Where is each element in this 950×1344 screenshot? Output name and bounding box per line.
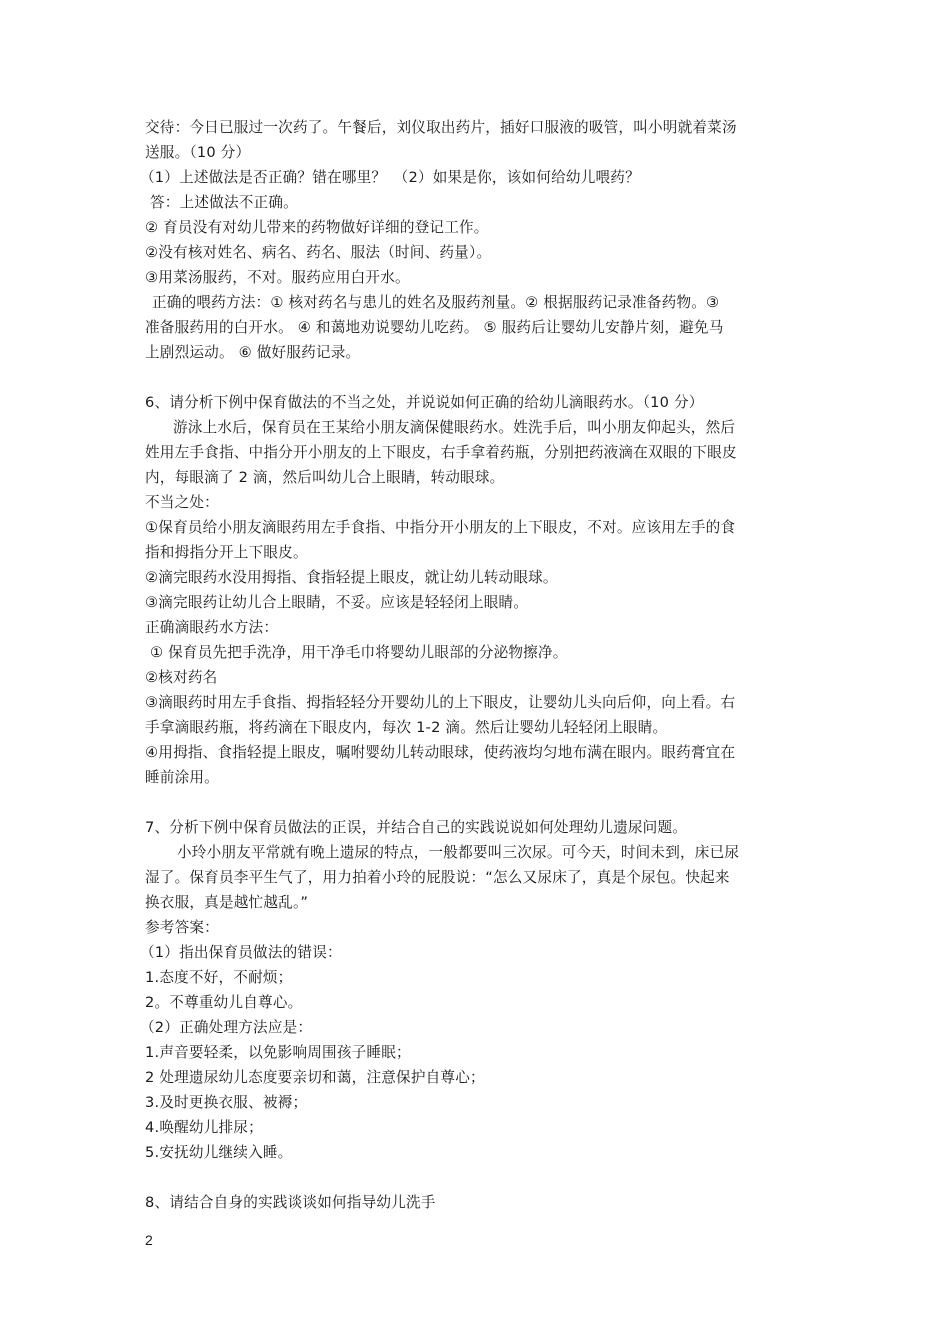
text-line: 上剧烈运动。 ⑥ 做好服药记录。	[145, 344, 361, 361]
text-line: 2。不尊重幼儿自尊心。	[145, 994, 303, 1011]
text-line: 手拿滴眼药瓶，将药滴在下眼皮内，每次 1-2 滴。然后让婴幼儿轻轻闭上眼睛。	[145, 719, 668, 736]
text-line: ①保育员给小朋友滴眼药用左手食指、中指分开小朋友的上下眼皮，不对。应该用左手的食	[145, 519, 736, 536]
text-line: 姓用左手食指、中指分开小朋友的上下眼皮，右手拿着药瓶，分别把药液滴在双眼的下眼皮	[145, 444, 737, 461]
text-line: ① 保育员先把手洗净，用干净毛巾将婴幼儿眼部的分泌物擦净。	[150, 644, 568, 661]
text-line: 交待：今日已服过一次药了。午餐后，刘仪取出药片，插好口服液的吸管，叫小明就着菜汤	[145, 119, 737, 136]
text-line: 送服。（10 分）	[145, 144, 251, 161]
text-line: 4.唤醒幼儿排尿；	[145, 1119, 263, 1136]
text-line: ② 育员没有对幼儿带来的药物做好详细的登记工作。	[145, 219, 489, 236]
text-line: ③滴眼药时用左手食指、拇指轻轻分开婴幼儿的上下眼皮，让婴幼儿头向后仰，向上看。右	[145, 694, 736, 711]
text-line: 指和拇指分开上下眼皮。	[145, 544, 308, 561]
text-line: 参考答案：	[145, 919, 219, 936]
text-line: 答：上述做法不正确。	[150, 194, 298, 211]
text-line: 游泳上水后，保育员在王某给小朋友滴保健眼药水。姓洗手后，叫小朋友仰起头，然后	[173, 419, 736, 436]
text-line: 1.声音要轻柔，以免影响周围孩子睡眠；	[145, 1044, 411, 1061]
text-line: ②滴完眼药水没用拇指、食指轻提上眼皮，就让幼儿转动眼球。	[145, 569, 558, 586]
text-line: 5.安抚幼儿继续入睡。	[145, 1144, 293, 1161]
text-line: ④用拇指、食指轻提上眼皮，嘱咐婴幼儿转动眼球，使药液均匀地布满在眼内。眼药膏宜在	[145, 744, 736, 761]
question-heading: 6、请分析下例中保育做法的不当之处，并说说如何正确的给幼儿滴眼药水。（10 分）	[145, 394, 704, 411]
text-line: ③滴完眼药让幼儿合上眼睛，不妥。应该是轻轻闭上眼睛。	[145, 594, 529, 611]
text-line: 正确滴眼药水方法：	[145, 619, 279, 636]
text-line: 换衣服，真是越忙越乱。”	[145, 894, 309, 911]
text-line: ②没有核对姓名、病名、药名、服法（时间、药量）。	[145, 244, 492, 261]
text-line: （1）指出保育员做法的错误：	[140, 944, 342, 961]
text-line: ②核对药名	[145, 669, 218, 686]
text-line: （2）正确处理方法应是：	[140, 1019, 313, 1036]
text-line: 1.态度不好，不耐烦；	[145, 969, 293, 986]
text-line: 小玲小朋友平常就有晚上遗尿的特点，一般都要叫三次尿。可今天，时间未到，床已尿	[177, 844, 740, 861]
text-line: 准备服药用的白开水。 ④ 和蔼地劝说婴幼儿吃药。 ⑤ 服药后让婴幼儿安静片刻，避免马	[145, 319, 724, 336]
text-line: 正确的喂药方法：① 核对药名与患儿的姓名及服药剂量。② 根据服药记录准备药物。③	[152, 294, 720, 311]
text-line: 内，每眼滴了 2 滴，然后叫幼儿合上眼睛，转动眼球。	[145, 469, 505, 486]
text-line: 3.及时更换衣服、被褥；	[145, 1094, 308, 1111]
text-line: （1）上述做法是否正确？错在哪里？ （2）如果是你，该如何给幼儿喂药？	[140, 169, 640, 186]
text-line: 2 处理遗尿幼儿态度要亲切和蔼，注意保护自尊心；	[145, 1069, 485, 1086]
question-heading: 8、请结合自身的实践谈谈如何指导幼儿洗手	[145, 1194, 436, 1211]
page-number: 2	[145, 1232, 153, 1248]
question-heading: 7、分析下例中保育员做法的正误，并结合自己的实践说说如何处理幼儿遗尿问题。	[145, 819, 688, 836]
text-line: 睡前涂用。	[145, 769, 219, 786]
text-line: ③用菜汤服药，不对。服药应用白开水。	[145, 269, 410, 286]
text-line: 不当之处：	[145, 494, 219, 511]
text-line: 湿了。保育员李平生气了，用力拍着小玲的屁股说：“怎么又尿床了，真是个尿包。快起来	[145, 869, 730, 886]
